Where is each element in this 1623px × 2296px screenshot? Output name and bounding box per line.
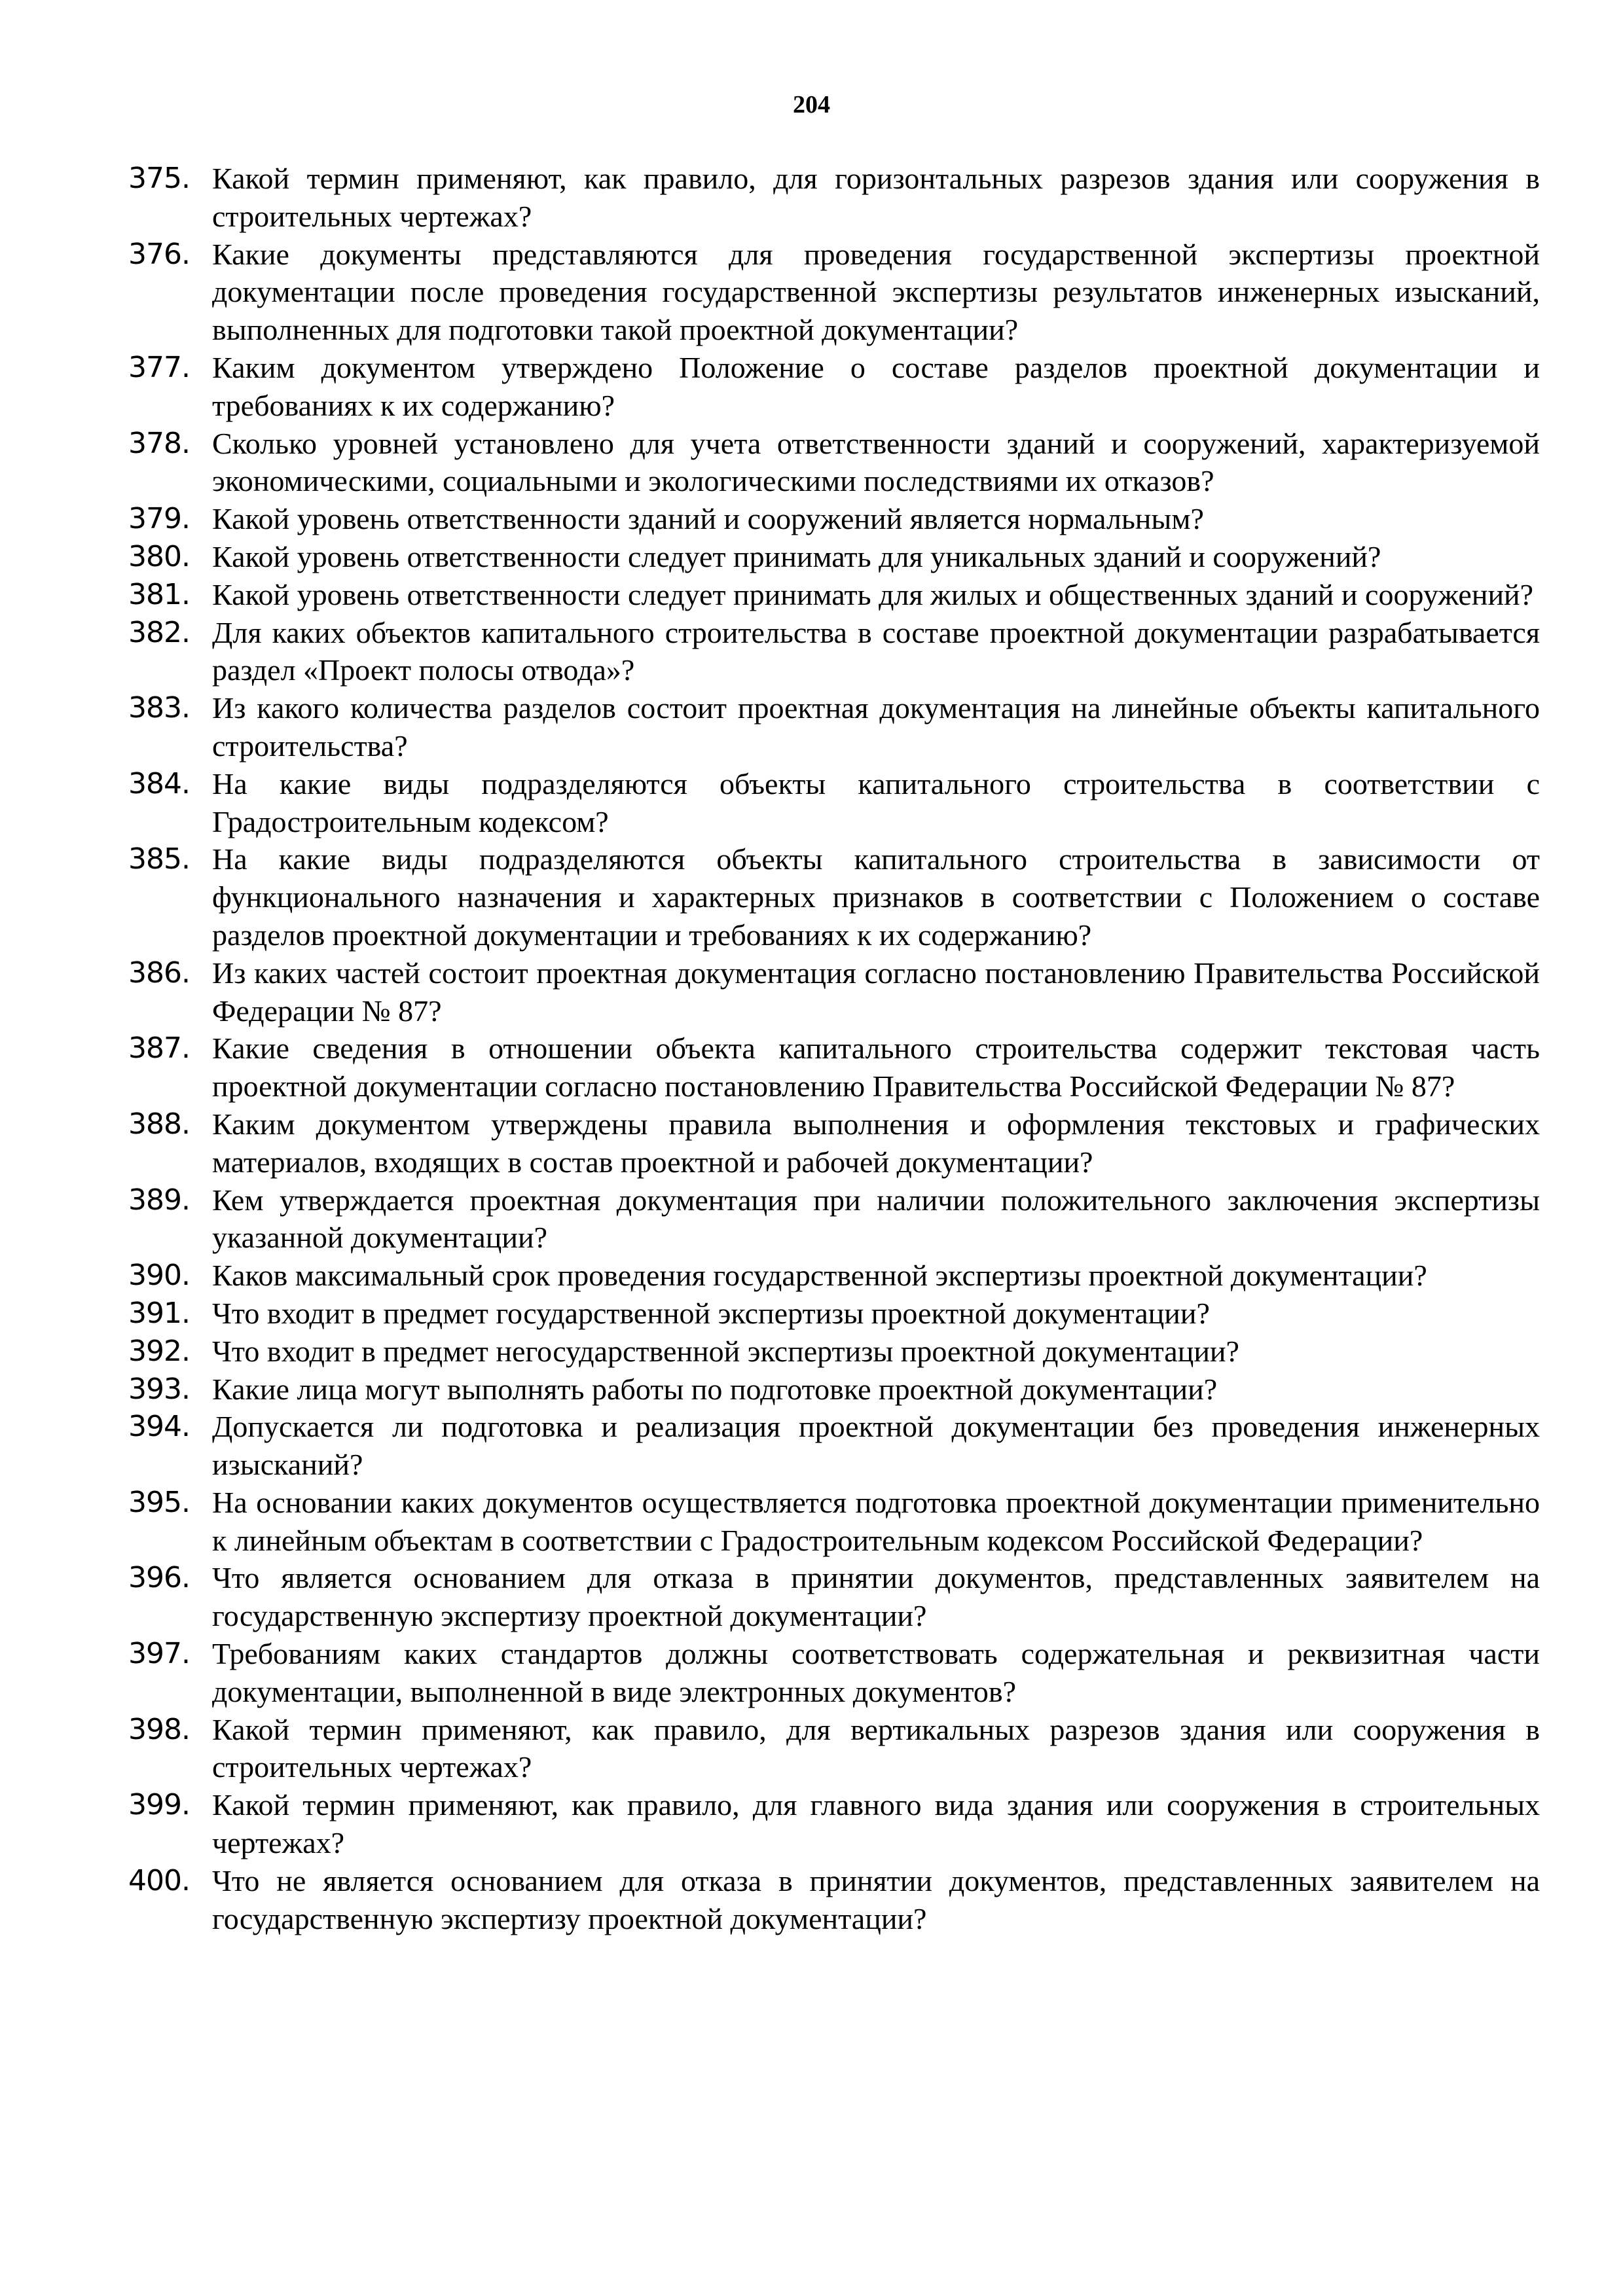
question-item: [128, 1559, 1540, 1635]
page-number: 204: [793, 91, 830, 118]
question-text: Каков максимальный срок проведения государственной экспертизы проектной документации?: [212, 1259, 1427, 1293]
question-item: [128, 1371, 1540, 1408]
question-item: [128, 349, 1540, 425]
question-text: Какой термин применяют, как правило, для вертикальных разрезов здания или сооружения в строительных чертежах?: [212, 1712, 1540, 1784]
question-number: 375.: [128, 162, 190, 195]
question-text: Сколько уровней установлено для учета ответственности зданий и сооружений, характеризуемой экономическими, социальными и экологическими последствиями их отказов?: [212, 426, 1540, 498]
question-text: Какие сведения в отношении объекта капитального строительства содержит текстовая часть проектной документации согласно постановлению Правительства Российской Федерации № 87?: [212, 1031, 1540, 1103]
question-item: [128, 160, 1540, 236]
question-number: 387.: [128, 1031, 190, 1066]
question-number: 397.: [128, 1637, 190, 1671]
question-text: Что является основанием для отказа в принятии документов, представленных заявителем на государственную экспертизу проектной документации?: [212, 1561, 1540, 1633]
question-item: [128, 689, 1540, 765]
question-number: 392.: [128, 1334, 190, 1368]
question-number: 400.: [128, 1863, 190, 1897]
question-number: 399.: [128, 1788, 190, 1822]
question-text: Что входит в предмет государственной экспертизы проектной документации?: [212, 1296, 1210, 1330]
question-text: Из какого количества разделов состоит проектная документация на линейные объекты капитального строительства?: [212, 691, 1540, 762]
question-text: Каким документом утверждены правила выполнения и оформления текстовых и графических материалов, входящих в состав проектной и рабочей документации?: [212, 1107, 1540, 1179]
question-item: [128, 538, 1540, 576]
question-text: Что входит в предмет негосударственной экспертизы проектной документации?: [212, 1334, 1239, 1368]
question-number: 384.: [128, 766, 190, 800]
question-number: 389.: [128, 1183, 190, 1217]
question-number: 381.: [128, 577, 190, 611]
question-item: [128, 1408, 1540, 1484]
question-number: 378.: [128, 426, 190, 460]
question-list: [128, 160, 1540, 1937]
question-text: Какой уровень ответственности зданий и сооружений является нормальным?: [212, 502, 1204, 536]
question-item: [128, 954, 1540, 1030]
question-number: 394.: [128, 1410, 190, 1444]
question-number: 388.: [128, 1107, 190, 1141]
question-number: 395.: [128, 1485, 190, 1519]
question-number: 391.: [128, 1296, 190, 1330]
question-number: 390.: [128, 1259, 190, 1293]
question-text: Какой термин применяют, как правило, для главного вида здания или сооружения в строительных чертежах?: [212, 1788, 1540, 1860]
question-item: [128, 1030, 1540, 1105]
question-item: [128, 1105, 1540, 1181]
question-text: Кем утверждается проектная документация при наличии положительного заключения экспертизы указанной документации?: [212, 1183, 1540, 1255]
question-number: 383.: [128, 691, 190, 725]
question-text: Какие лица могут выполнять работы по подготовке проектной документации?: [212, 1372, 1218, 1406]
question-number: 380.: [128, 539, 190, 573]
question-item: [128, 1786, 1540, 1862]
question-item: [128, 425, 1540, 501]
question-item: [128, 840, 1540, 954]
question-item: [128, 1295, 1540, 1333]
question-number: 396.: [128, 1561, 190, 1595]
question-number: 382.: [128, 615, 190, 649]
question-item: [128, 1862, 1540, 1938]
question-item: [128, 1484, 1540, 1560]
question-item: [128, 500, 1540, 538]
question-item: [128, 1333, 1540, 1371]
question-item: [128, 1635, 1540, 1711]
question-number: 398.: [128, 1712, 190, 1746]
question-item: [128, 765, 1540, 841]
question-text: Из каких частей состоит проектная документация согласно постановлению Правительства Российской Федерации № 87?: [212, 956, 1540, 1028]
question-item: [128, 576, 1540, 614]
question-text: Какие документы представляются для проведения государственной экспертизы проектной документации после проведения государственной экспертизы результатов инженерных изысканий, выполненных для подготовки такой проектной документации?: [212, 237, 1540, 347]
question-item: [128, 614, 1540, 690]
question-item: [128, 1181, 1540, 1257]
question-text: Требованиям каких стандартов должны соответствовать содержательная и реквизитная части документации, выполненной в виде электронных документов?: [212, 1637, 1540, 1708]
question-text: Для каких объектов капитального строительства в составе проектной документации разрабатывается раздел «Проект полосы отвода»?: [212, 615, 1540, 687]
question-text: Какой уровень ответственности следует принимать для жилых и общественных зданий и сооружений?: [212, 577, 1534, 611]
question-number: 393.: [128, 1372, 190, 1406]
question-text: На основании каких документов осуществляется подготовка проектной документации применительно к линейным объектам в соответствии с Градостроительным кодексом Российской Федерации?: [212, 1485, 1540, 1557]
question-text: Каким документом утверждено Положение о составе разделов проектной документации и требованиях к их содержанию?: [212, 350, 1540, 422]
question-number: 376.: [128, 237, 190, 271]
question-number: 379.: [128, 502, 190, 536]
question-number: 385.: [128, 842, 190, 876]
question-text: На какие виды подразделяются объекты капитального строительства в зависимости от функционального назначения и характерных признаков в соответствии с Положением о составе разделов проектной документации и требованиях к их содержанию?: [212, 842, 1540, 952]
question-text: Какой уровень ответственности следует принимать для уникальных зданий и сооружений?: [212, 539, 1381, 573]
question-text: Какой термин применяют, как правило, для горизонтальных разрезов здания или сооружения в строительных чертежах?: [212, 162, 1540, 233]
question-text: Допускается ли подготовка и реализация проектной документации без проведения инженерных изысканий?: [212, 1410, 1540, 1482]
question-item: [128, 236, 1540, 349]
question-number: 386.: [128, 956, 190, 990]
question-text: На какие виды подразделяются объекты капитального строительства в соответствии с Градостроительным кодексом?: [212, 766, 1540, 838]
question-item: [128, 1257, 1540, 1295]
question-number: 377.: [128, 350, 190, 384]
question-text: Что не является основанием для отказа в принятии документов, представленных заявителем на государственную экспертизу проектной документации?: [212, 1863, 1540, 1935]
question-item: [128, 1711, 1540, 1787]
